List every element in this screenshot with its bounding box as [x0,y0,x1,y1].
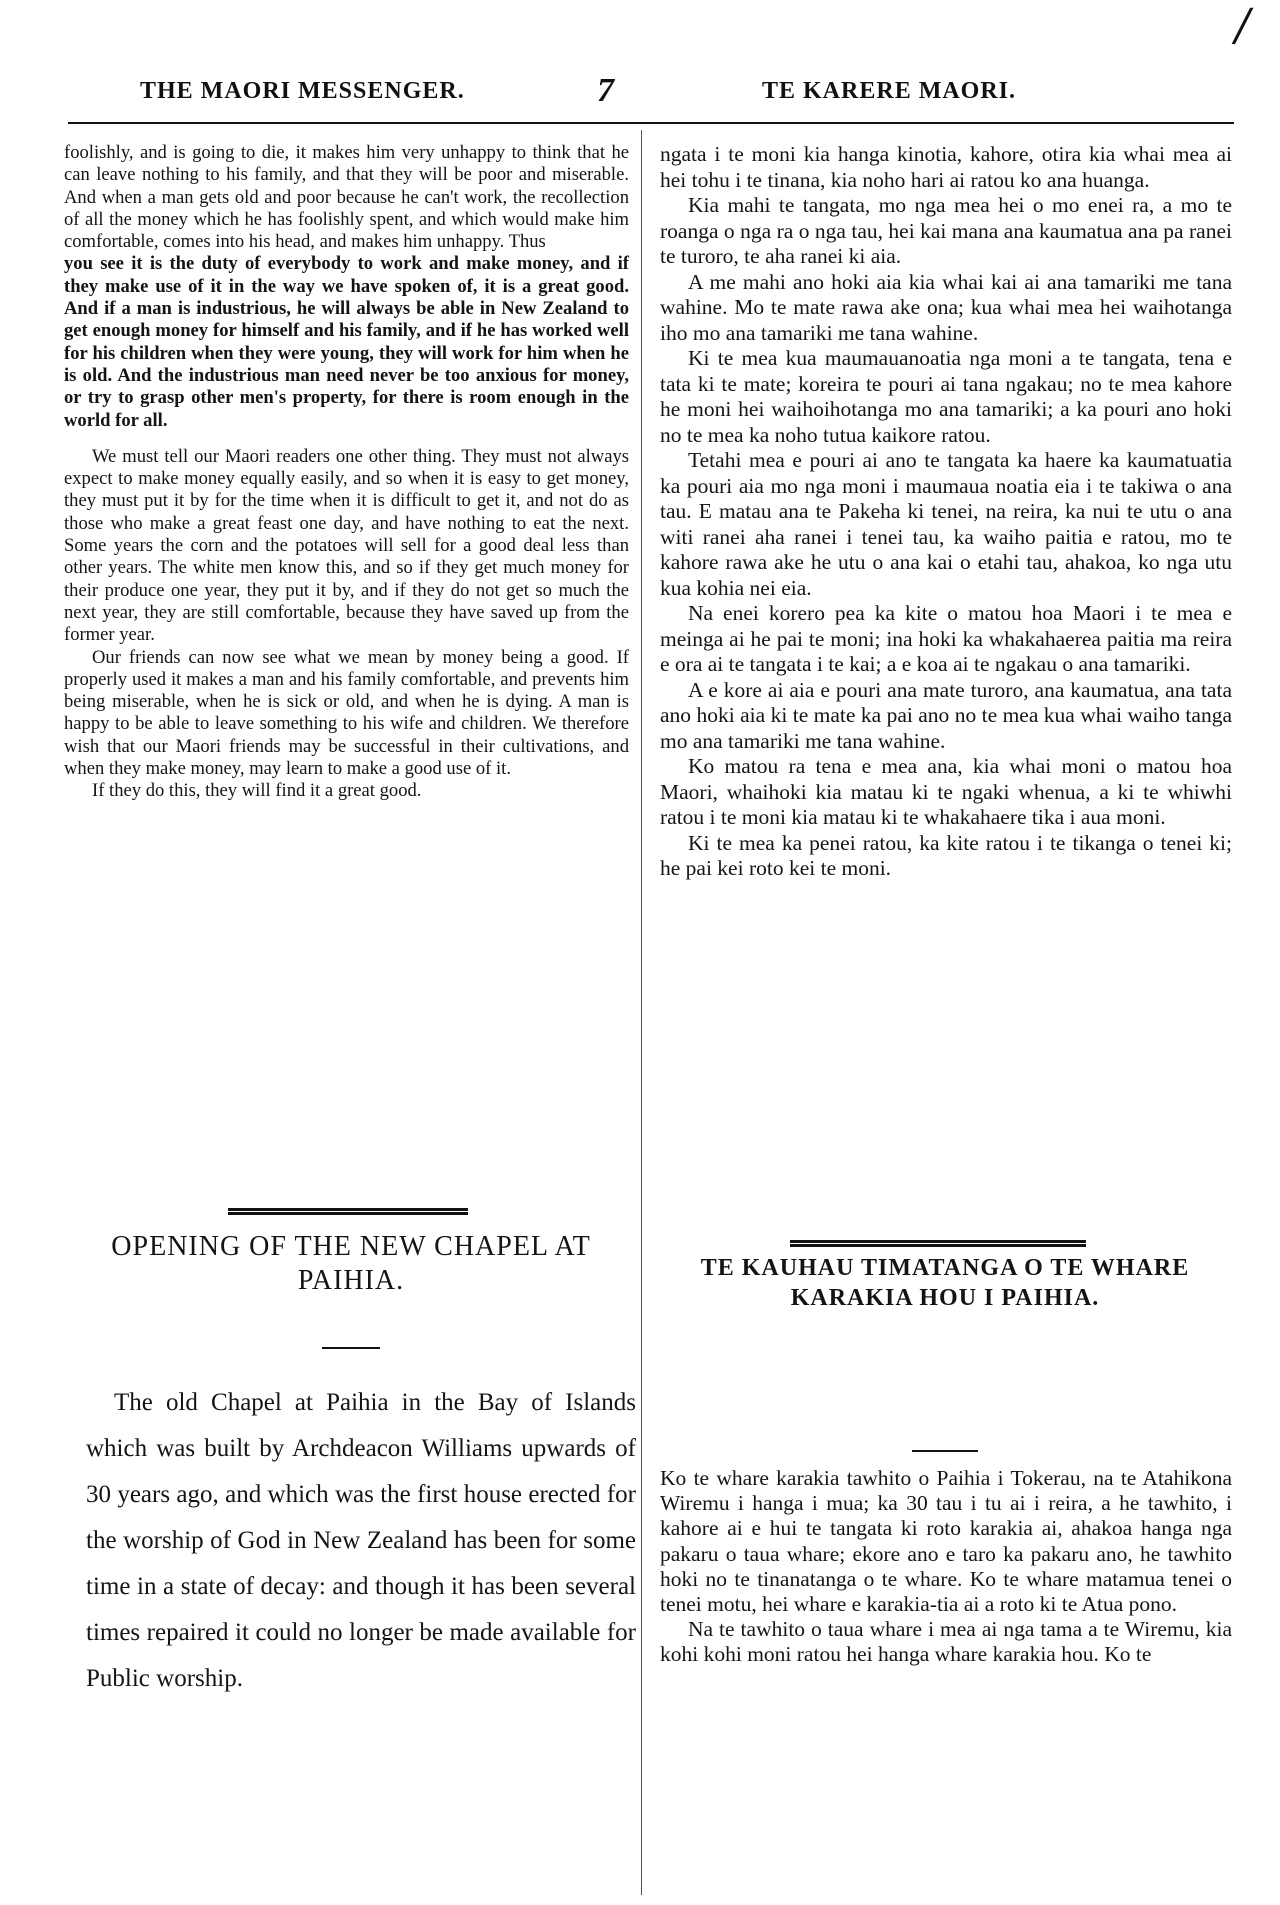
english-paragraph: We must tell our Maori readers one other thing. They must not always expect to make money equally easily, and so when it is easy to get money, they must put it by for the time when it is difficult to get it, and not do as those who make a great feast one day, and have nothing to eat the next. Some years the corn and the potatoes will sell for a good deal less than other years. The white men know this, and so if they get much money for their produce one year, they put it by, and if they do not get so much the next year, they are still comfortable, because they have saved up from the former year. [64,445,629,646]
maori-column-top [660,142,1232,882]
column-divider [641,130,642,1895]
header-right-title: TE KARERE MAORI. [762,78,1017,104]
english-paragraph: foolishly, and is going to die, it makes him very unhappy to think that he can leave nothing to his family, and that they will be poor and miserable. And when a man gets old and poor because he can't work, the recollection of all the money which he has foolishly spent, and which would make him comfortable, comes into his head, and makes him unhappy. Thus [64,142,629,253]
maori-paragraph: Na enei korero pea ka kite o matou hoa Maori i te mea e meinga ai he pai te moni; ina hoki ka whakahaerea paitia ma reira e ora ai te tangata i te kai; a e koa ai te ngakau o ana tamariki. [660,601,1232,676]
maori-paragraph: Ki te mea ka penei ratou, ka kite ratou i te tikanga o tenei ki; he pai kei roto kei te moni. [660,830,1232,880]
maori-section-paragraph: Ko te whare karakia tawhito o Paihia i Tokerau, na te Atahikona Wiremu i hanga i mua; ka 30 tau i tu ai i reira, a he tawhito, i kahore ai e hui te tangata ki roto karakia ai, ahakoa hanga nga pakaru o taua whare; ekore ano e taro ka pakaru ano, he tawhito hoki no te tinanatanga o te whare. Ko te whare matamua tenei o tenei motu, hei whare e karakia-tia ai a roto ki te Atua pono. [660,1466,1232,1617]
page-header [62,72,1237,128]
maori-paragraph: Tetahi mea e pouri ai ano te tangata ka haere ka kaumatuatia ka pouri aia mo nga moni i maumaua noatia eia i te takiwa o ana tau. E matau ana te Pakeha ki tenei, na reira, ka nui te utu o ana witi ranei aha ranei i tenei tau, ka waiho paitia e ratou, mo te kahore rawa ake he utu o ana kai o etahi tau, ahakoa, ko nga utu kua kohia nei eia. [660,448,1232,600]
maori-paragraph: Kia mahi te tangata, mo nga mea hei o mo enei ra, a mo te roanga o nga ra o nga tau, hei kai mana ana kaumatua ana pa ranei te turoro, te aha ranei ki aia. [660,193,1232,268]
section-double-rule-left [228,1208,468,1215]
maori-column-section [660,1466,1232,1668]
english-paragraph: you see it is the duty of everybody to work and make money, and if they make use of it in the way we have spoken of, it is a great good. And if a man is industrious, he will always be able in New Zealand to get enough money for himself and his family, and if he has worked well for his children when they were young, they will work for him when he is old. And the industrious man need never be too anxious for money, or try to grasp other men's property, for there is room enough in the world for all. [64,253,629,431]
header-rule [68,122,1234,124]
page-number: 7 [597,72,615,109]
header-left-title: THE MAORI MESSENGER. [140,78,465,104]
maori-paragraph: ngata i te moni kia hanga kinotia, kahore, otira kia whai mea ai hei tohu i te tinana, kia noho hari ai ratou ko ana huanga. [660,142,1232,192]
english-paragraph: If they do this, they will find it a great good. [92,780,422,802]
section-double-rule-right [790,1240,1086,1247]
maori-section-paragraph: Na te tawhito o taua whare i mea ai nga tama a te Wiremu, kia kohi kohi moni ratou hei hanga whare karakia hou. Ko te [660,1617,1232,1667]
english-paragraph: Our friends can now see what we mean by money being a good. If properly used it makes a man and his family comfortable, and prevents him being miserable, when he is sick or old, and when he is dying. A man is happy to be able to leave something to his wife and children. We therefore wish that our Maori friends may be successful in their cultivations, and when they make money, may learn to make a good use of it. [64,646,629,780]
section-short-rule-right [912,1450,978,1452]
english-section-paragraph: The old Chapel at Paihia in the Bay of Islands which was built by Archdeacon Williams upwards of 30 years ago, and which was the first house erected for the worship of God in New Zealand has been for some time in a state of decay: and though it has been several times repaired it could no longer be made available for Public worship. [86,1389,636,1692]
corner-mark: / [1235,0,1250,51]
english-column-top [64,142,629,803]
paragraph-gap [64,432,629,446]
maori-paragraph: A me mahi ano hoki aia kia whai kai ai ana tamariki me tana wahine. Mo te mate rawa ake ona; kua whai mea hei waihotanga iho mo ana tamariki me tana wahine. [660,269,1232,345]
maori-paragraph: Ki te mea kua maumauanoatia nga moni a te tangata, tena e tata ki te mate; koreira te pouri ai tana ngakau; no te mea kahore he moni hei waihoihotanga mo ana tamariki; a ka pouri ano hoki no te mea ka noho tutua kaikore ratou. [660,346,1232,447]
maori-section-title: TE KAUHAU TIMATANGA O TE WHARE KARAKIA HOU I PAIHIA. [700,1255,1190,1311]
english-column-section [86,1380,636,1702]
english-section-title: OPENING OF THE NEW CHAPEL AT PAIHIA. [111,1231,591,1296]
maori-paragraph: A e kore ai aia e pouri ana mate turoro, ana kaumatua, ana tata ano hoki aia ki te mate ka pai ano no te mea kua whai waiho tanga mo ana tamariki me tana wahine. [660,677,1232,753]
maori-paragraph: Ko matou ra tena e mea ana, kia whai moni o matou hoa Maori, whaihoki kia matau ki te ngaki whenua, a ki te whiwhi ratou i te moni kia matau ki te whakahaere tika i aua moni. [660,754,1232,829]
section-short-rule-left [322,1347,380,1349]
